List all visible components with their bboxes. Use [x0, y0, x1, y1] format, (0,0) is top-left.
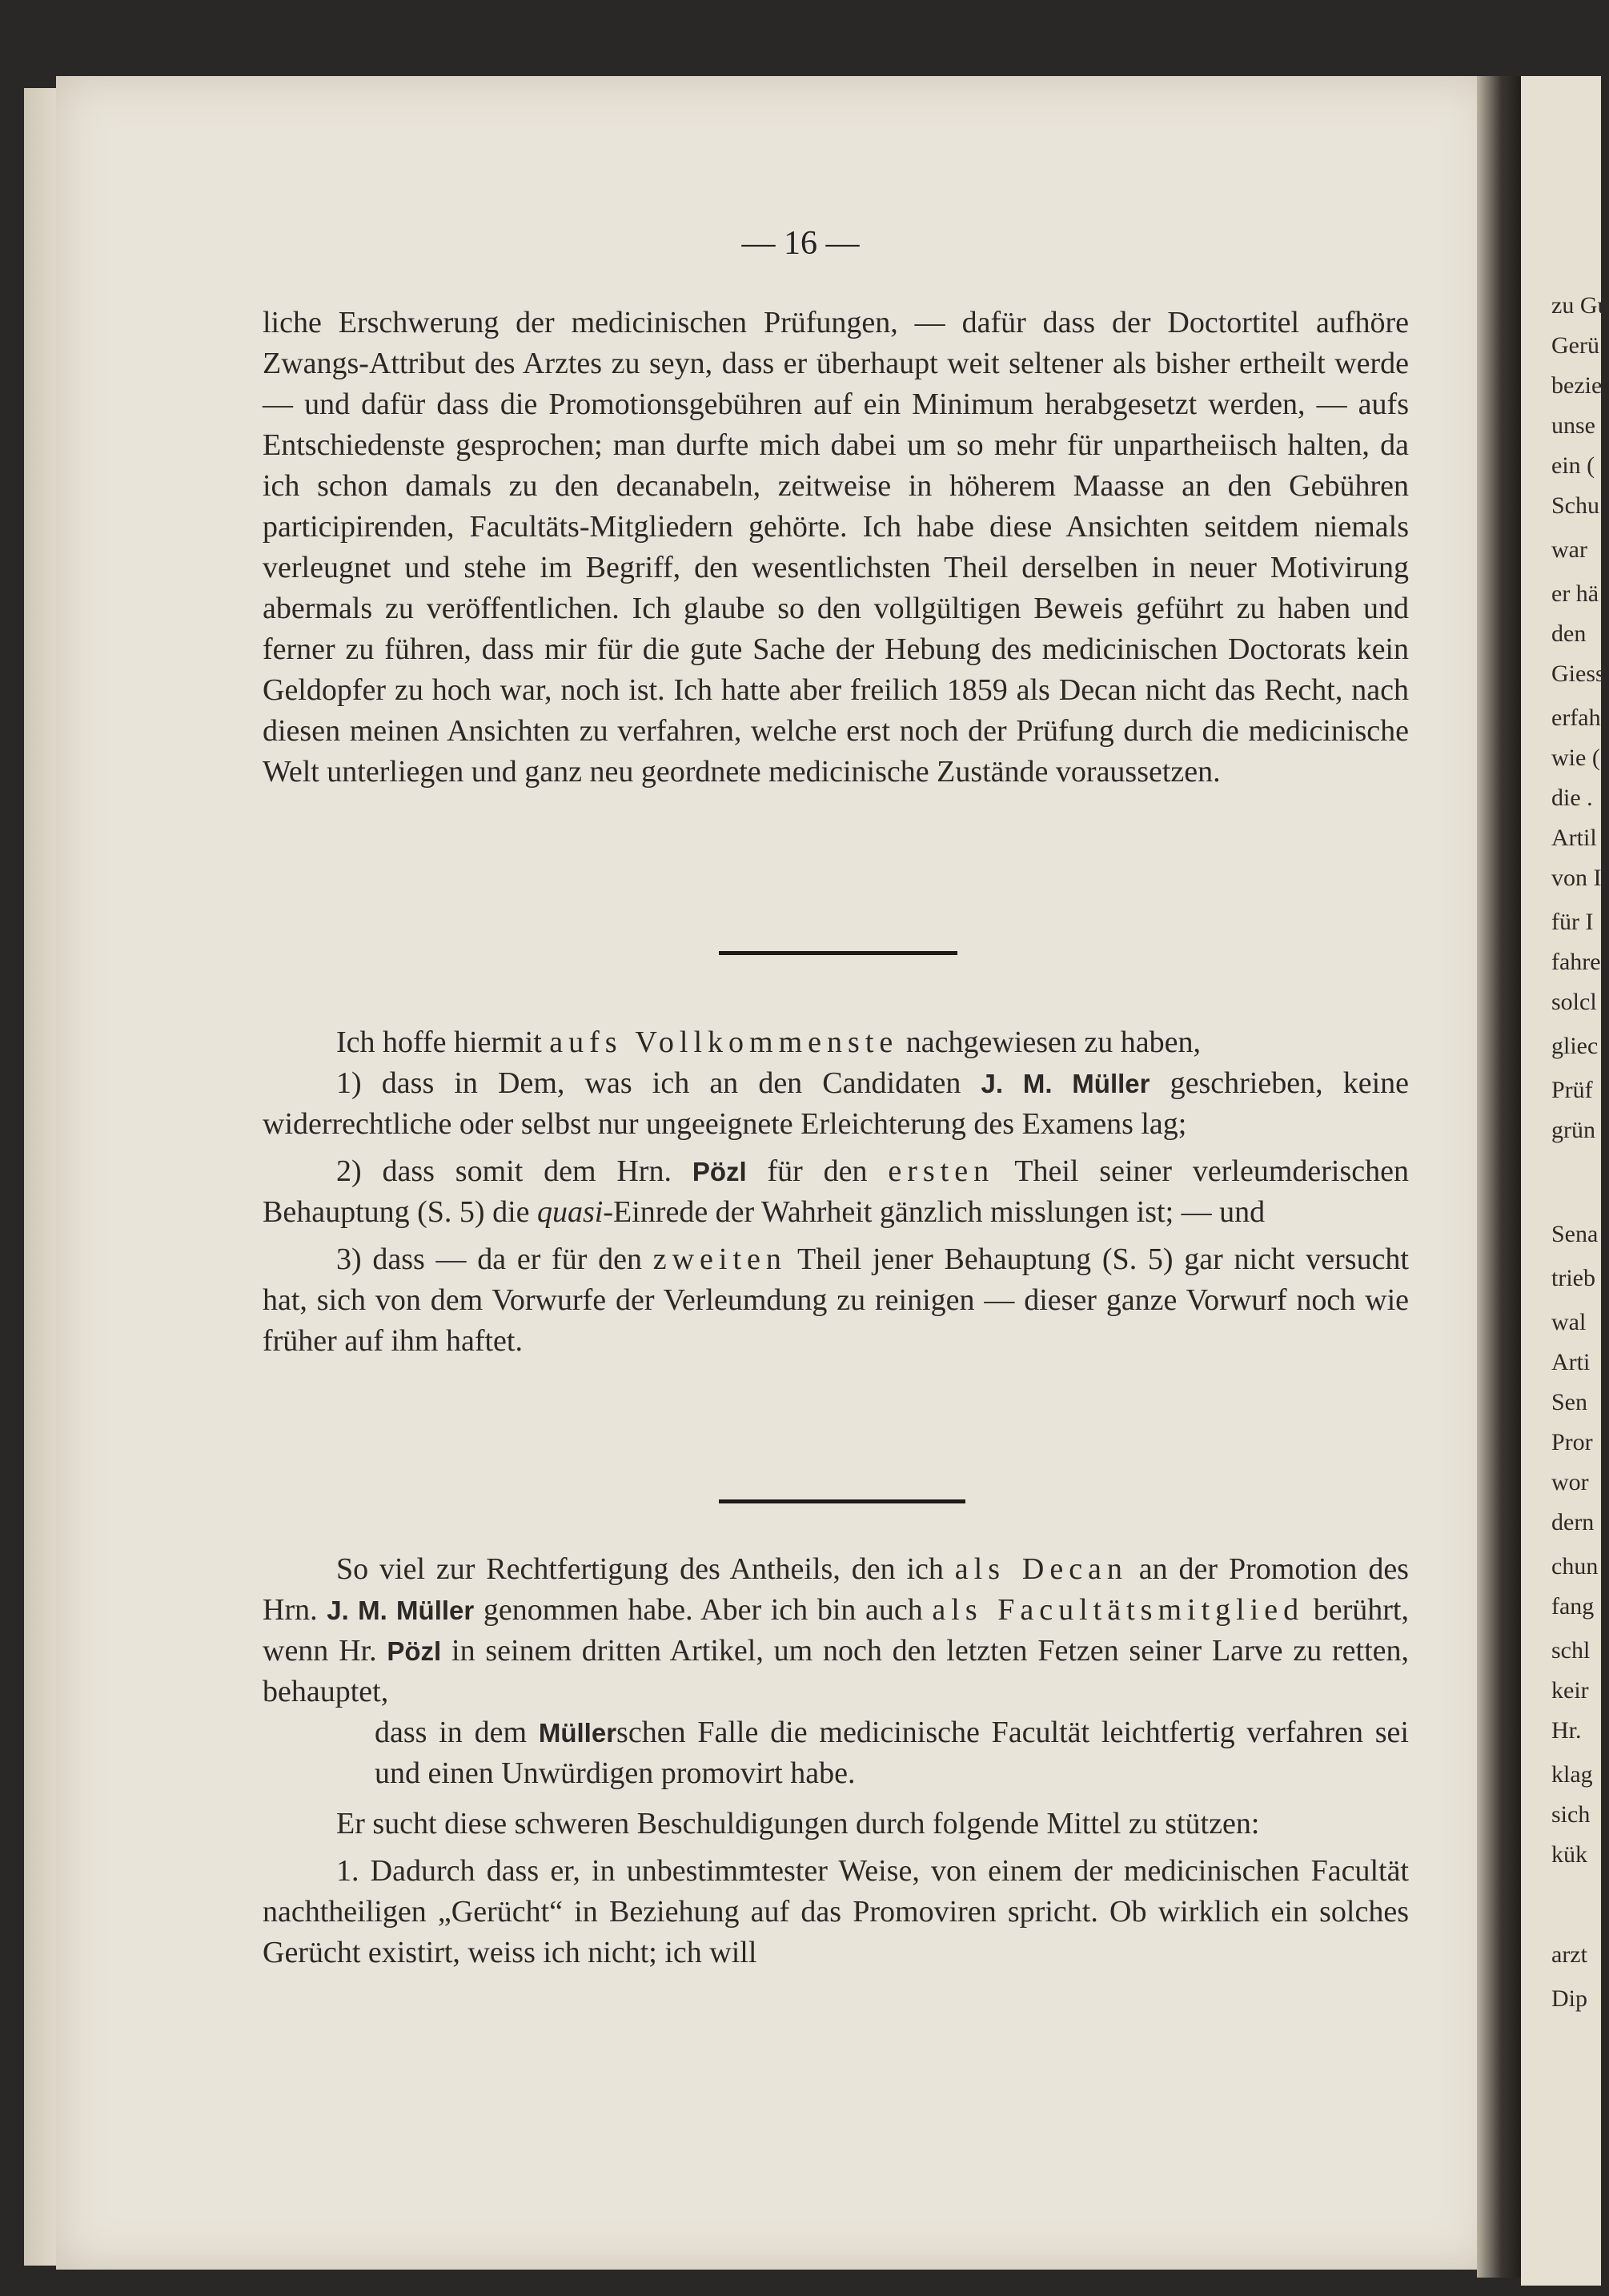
next-page-fragment: sich	[1551, 1801, 1591, 1828]
section-faculty	[263, 1549, 1409, 1973]
next-page-fragment: Arti	[1551, 1349, 1591, 1375]
section-divider	[719, 1499, 965, 1503]
next-page-fragment: den	[1551, 620, 1587, 647]
next-page-fragment: die .	[1551, 785, 1593, 811]
text-run: 3) dass — da er für den	[336, 1242, 653, 1276]
next-page-fragment: bezie	[1551, 372, 1603, 399]
text-run: nachgewiesen zu haben,	[898, 1026, 1201, 1059]
summary-intro	[263, 1022, 1409, 1063]
next-page-fragment: war	[1551, 536, 1587, 563]
next-page-fragment: Sena	[1551, 1221, 1599, 1247]
section-summary	[263, 1022, 1409, 1362]
next-page-fragment: von I	[1551, 865, 1602, 891]
spaced-emphasis: ersten	[888, 1154, 995, 1188]
page-number: — 16 —	[741, 225, 860, 262]
point-1: 1. Dadurch dass er, in unbestimmtester Weise, von einem der medicinischen Facultät nachtheiligen „Gerücht“ in Beziehung auf das Promoviren spricht. Ob wirklich ein solches Gerücht existirt, weiss ich nicht; ich will	[263, 1854, 1409, 1969]
text-run: für den	[746, 1154, 889, 1188]
text-run: schen Falle die medicinische Facultät leichtfertig verfahren sei und einen Unwürdigen promovirt habe.	[375, 1716, 1409, 1790]
text-run: Theil jener Behauptung (S. 5) gar nicht versucht hat, sich von dem Vorwurfe der Verleumdung zu reinigen — dieser ganze Vorwurf noch wie früher auf ihm haftet.	[263, 1242, 1409, 1358]
book-gutter	[1477, 76, 1521, 2278]
person-name: Pözl	[387, 1636, 442, 1666]
next-page-fragment: Giess	[1551, 660, 1605, 687]
summary-item-3	[263, 1239, 1409, 1362]
text-run: berührt, wenn Hr.	[263, 1593, 1409, 1668]
next-page-fragment: unse	[1551, 412, 1595, 439]
next-page-fragment: trieb	[1551, 1265, 1595, 1291]
section-divider	[719, 951, 957, 955]
next-page-fragment: ein (	[1551, 452, 1595, 479]
next-page-fragment: klag	[1551, 1761, 1593, 1788]
next-page-fragment: Pror	[1551, 1429, 1593, 1455]
next-page-fragment: zu Gu	[1551, 292, 1609, 319]
next-page-fragment: wor	[1551, 1469, 1589, 1495]
next-page-fragment: Schu	[1551, 492, 1599, 519]
text-run: So viel zur Rechtfertigung des Antheils, den ich	[336, 1552, 955, 1586]
person-name: J. M. Müller	[981, 1069, 1150, 1098]
next-page-fragment: Hr.	[1551, 1717, 1582, 1744]
next-page-fragment: gliec	[1551, 1033, 1599, 1059]
spaced-emphasis: als Decan	[954, 1552, 1128, 1586]
text-run: in seinem dritten Artikel, um noch den letzten Fetzen seiner Larve zu retten, behauptet,	[263, 1634, 1409, 1708]
next-page-fragment: kük	[1551, 1841, 1587, 1868]
summary-item-1	[263, 1063, 1409, 1145]
next-page-fragment: chun	[1551, 1553, 1599, 1580]
next-page-fragment: für I	[1551, 909, 1594, 935]
accusation-intro: Er sucht diese schweren Beschuldigungen durch folgende Mittel zu stützen:	[336, 1807, 1260, 1840]
next-page-fragment: keir	[1551, 1677, 1589, 1704]
next-page-fragment: erfah	[1551, 704, 1601, 731]
text-run: Theil seiner verleumderischen Behauptung (S. 5) die	[263, 1154, 1409, 1229]
text-run: -Einrede der Wahrheit gänzlich misslungen ist; — und	[603, 1195, 1266, 1229]
text-run: Ich hoffe hiermit	[336, 1026, 550, 1059]
next-page-fragment: Sen	[1551, 1389, 1587, 1415]
next-page-fragment: wal	[1551, 1309, 1587, 1335]
next-page-fragment: Prüf	[1551, 1077, 1593, 1103]
summary-item-2	[263, 1151, 1409, 1233]
next-page-fragment: Dip	[1551, 1985, 1587, 2012]
italic-term: quasi	[537, 1195, 604, 1229]
text-run: an der Promotion des Hrn.	[263, 1552, 1409, 1627]
next-page-fragment: Artil	[1551, 825, 1597, 851]
quoted-claim	[263, 1712, 1409, 1794]
person-name: Pözl	[692, 1157, 747, 1186]
text-run: 2) dass somit dem Hrn.	[336, 1154, 692, 1188]
next-page-fragment: dern	[1551, 1509, 1595, 1535]
text-run: 1) dass in Dem, was ich an den Candidaten	[336, 1066, 981, 1100]
faculty-paragraph	[263, 1549, 1409, 1712]
paragraph-continuation	[263, 303, 1409, 793]
person-name: J. M. Müller	[327, 1596, 475, 1625]
next-page-fragment: wie (	[1551, 745, 1600, 771]
next-page-fragment: fahre	[1551, 949, 1601, 975]
spaced-emphasis: zweiten	[652, 1242, 787, 1276]
next-page-fragment: solcl	[1551, 989, 1597, 1015]
next-page-fragment: er hä	[1551, 580, 1599, 607]
paragraph-text: liche Erschwerung der medicinischen Prüfungen, — dafür dass der Doctortitel aufhöre Zwangs-Attribut des Arztes zu seyn, dass er überhaupt weit seltener als bisher ertheilt werde — und dafür dass die Promotionsgebühren auf ein Minimum herabgesetzt werden, — aufs Entschiedenste gesprochen; man durfte mich dabei um so mehr für unpartheiisch halten, da ich schon damals zu den decanabeln, zeitweise in höherem Maasse an den Gebühren participirenden, Facultäts-Mitgliedern gehörte. Ich habe diese Ansichten seitdem niemals verleugnet und stehe im Begriff, den wesentlichsten Theil derselben in neuer Motivirung abermals zu veröffentlichen. Ich glaube so den vollgültigen Beweis geführt zu haben und ferner zu führen, dass mir für die gute Sache der Hebung des medicinischen Doctorats kein Geldopfer zu hoch war, noch ist. Ich hatte aber freilich 1859 als Decan nicht das Recht, nach diesen meinen Ansichten zu verfahren, welche erst noch der Prüfung durch die medicinische Welt unterliegen und ganz neu geordnete medicinische Zustände voraussetzen.	[263, 306, 1409, 789]
text-run: genommen habe. Aber ich bin auch	[474, 1593, 933, 1627]
next-page-strip	[1521, 76, 1609, 2286]
next-page-fragment: grün	[1551, 1117, 1595, 1143]
next-page-fragment: Gerü	[1551, 332, 1599, 359]
next-page-fragment: schl	[1551, 1637, 1591, 1664]
spaced-emphasis: als Facultätsmitglied	[932, 1593, 1305, 1627]
spaced-emphasis: aufs Vollkommenste	[549, 1026, 899, 1059]
text-run: dass in dem	[375, 1716, 539, 1749]
person-name: Müller	[538, 1718, 617, 1748]
text-run: geschrieben, keine widerrechtliche oder selbst nur ungeeignete Erleichterung des Examens lag;	[263, 1066, 1409, 1141]
next-page-fragment: fang	[1551, 1593, 1595, 1620]
next-page-fragment: arzt	[1551, 1941, 1587, 1968]
